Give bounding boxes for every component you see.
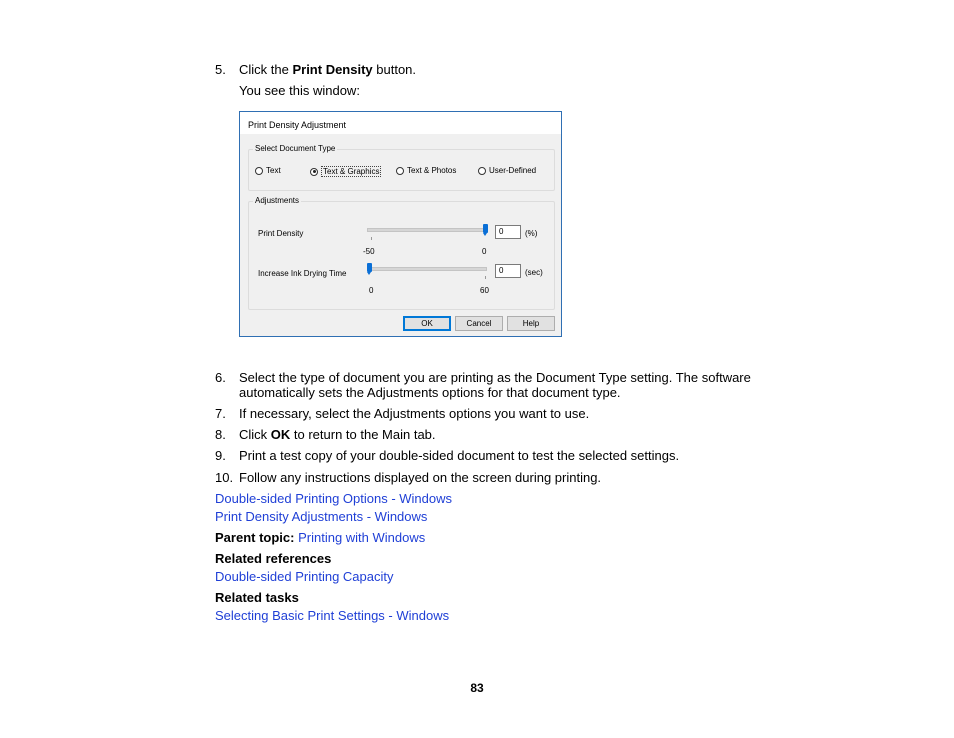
step-8-text [239, 427, 436, 443]
radio-text-circle [255, 167, 263, 175]
link-double-sided-options[interactable]: Double-sided Printing Options - Windows [215, 491, 452, 506]
document-type-label: Select Document Type [255, 144, 336, 153]
dialog-body [240, 134, 561, 336]
parent-topic [215, 530, 425, 546]
radio-text-photos-circle [396, 167, 404, 175]
print-density-tick-min [371, 237, 372, 240]
print-density-max-label: 0 [482, 247, 487, 256]
radio-text-graphics-circle [310, 168, 318, 176]
related-tasks-heading [215, 590, 299, 606]
step-8-bold: OK [270, 427, 291, 442]
radio-user-defined-label: User-Defined [489, 166, 537, 175]
radio-user-defined-circle [478, 167, 486, 175]
related-references-heading-text: Related references [215, 551, 332, 566]
print-density-label: Print Density [258, 229, 304, 238]
step-9-number: 9. [215, 448, 226, 463]
help-button[interactable]: Help [507, 316, 555, 331]
step-5-pre: Click the [239, 62, 293, 77]
step-10-number: 10. [215, 470, 234, 485]
radio-text-graphics-label: Text & Graphics [323, 167, 380, 176]
step-5-number: 5. [215, 62, 226, 77]
related-tasks-heading-text: Related tasks [215, 590, 299, 605]
radio-text-graphics[interactable] [310, 166, 381, 177]
ink-drying-input[interactable]: 0 [495, 264, 521, 278]
step-6-line2: automatically sets the Adjustments options for that document type. [239, 385, 621, 400]
step-5-text [239, 62, 416, 78]
radio-text-photos[interactable] [396, 166, 456, 175]
step-7-text: If necessary, select the Adjustments options you want to use. [239, 406, 590, 421]
print-density-input[interactable]: 0 [495, 225, 521, 239]
related-references-heading [215, 551, 331, 567]
adjustments-label: Adjustments [255, 196, 300, 205]
ink-drying-label: Increase Ink Drying Time [258, 269, 347, 278]
page-number: 83 [470, 681, 484, 695]
step-10-text: Follow any instructions displayed on the screen during printing. [239, 470, 602, 485]
link-selecting-basic-print-settings[interactable]: Selecting Basic Print Settings - Windows [215, 608, 450, 623]
cancel-button[interactable]: Cancel [455, 316, 503, 331]
ink-drying-min-label: 0 [369, 286, 374, 295]
step-8-post: to return to the Main tab. [290, 427, 436, 442]
step-8-pre: Click [239, 427, 271, 442]
adjustments-group [248, 196, 555, 310]
dialog-title: Print Density Adjustment [248, 120, 347, 130]
print-density-dialog [239, 111, 562, 337]
ink-drying-slider-thumb[interactable] [367, 263, 372, 272]
step-5-bold: Print Density [292, 62, 373, 77]
radio-text[interactable] [255, 166, 281, 175]
print-density-slider[interactable] [367, 228, 487, 232]
link-printing-with-windows[interactable]: Printing with Windows [298, 530, 426, 545]
see-window-text: You see this window: [239, 83, 360, 98]
print-density-unit: (%) [525, 229, 538, 238]
link-double-sided-capacity[interactable]: Double-sided Printing Capacity [215, 569, 394, 584]
step-7-number: 7. [215, 406, 226, 421]
print-density-min-label: -50 [363, 247, 375, 256]
step-6-line1: Select the type of document you are printing as the Document Type setting. The software [239, 370, 751, 385]
ink-drying-unit: (sec) [525, 268, 543, 277]
ok-button[interactable]: OK [403, 316, 451, 331]
ink-drying-slider[interactable] [369, 267, 487, 271]
ink-drying-max-label: 60 [480, 286, 489, 295]
step-6-number: 6. [215, 370, 226, 385]
radio-text-photos-label: Text & Photos [407, 166, 457, 175]
step-9-text: Print a test copy of your double-sided document to test the selected settings. [239, 448, 680, 463]
radio-user-defined[interactable] [478, 166, 536, 175]
radio-text-label: Text [266, 166, 281, 175]
document-type-group [248, 144, 555, 191]
step-8-number: 8. [215, 427, 226, 442]
step-5-post: button. [372, 62, 417, 77]
ink-drying-tick-max [485, 276, 486, 279]
link-print-density-adjustments[interactable]: Print Density Adjustments - Windows [215, 509, 428, 524]
print-density-slider-thumb[interactable] [483, 224, 488, 233]
parent-topic-label: Parent topic: [215, 530, 295, 545]
